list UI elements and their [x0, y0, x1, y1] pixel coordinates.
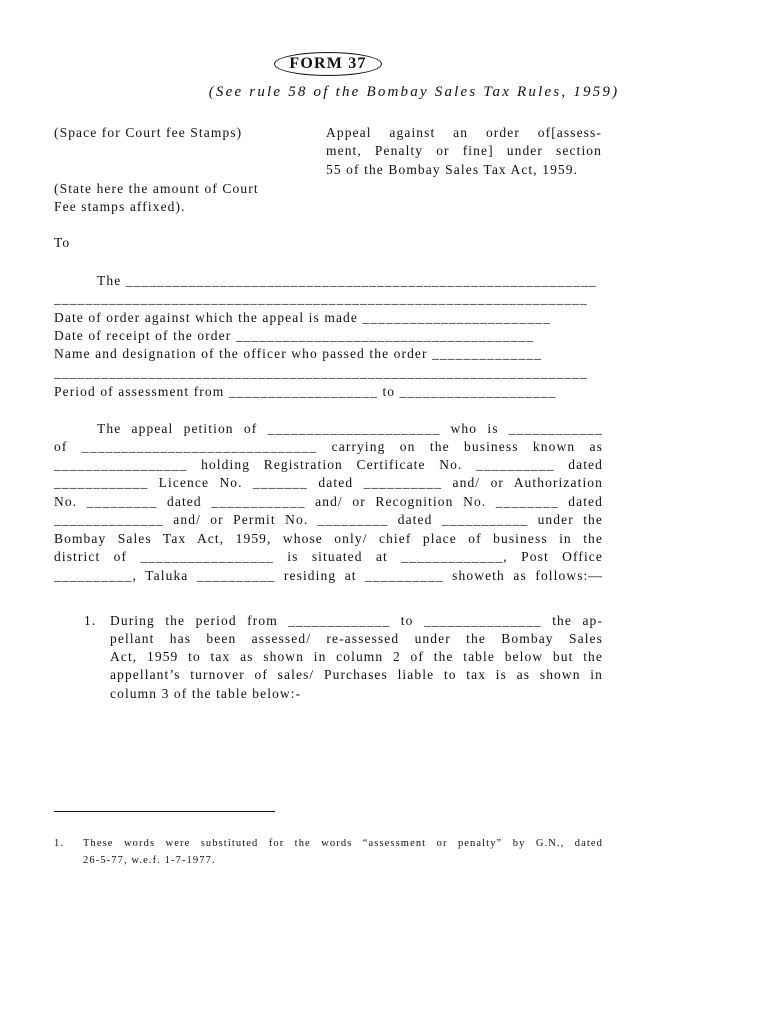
officer-blank-line: ____________________________________________________________________ — [54, 365, 588, 380]
to-label: To — [54, 235, 71, 250]
petition-line-2: of ______________________________ carrying on the business known as — [54, 439, 603, 454]
clause-number: 1. — [84, 613, 97, 628]
officer-name-field: Name and designation of the officer who passed the order ______________ — [54, 346, 542, 361]
petition-line-8: district of _________________ is situated at _____________, Post Office — [54, 549, 603, 564]
petition-line-4: ____________ Licence No. _______ dated __________ and/ or Authorization — [54, 475, 603, 490]
addressee-blank-line: ____________________________________________________________________ — [54, 291, 588, 306]
appeal-heading-line-1: Appeal against an order of[assess- — [326, 125, 602, 140]
state-amount-label-2: Fee stamps affixed). — [54, 199, 186, 214]
footnote-line-1: These words were substituted for the words “assessment or penalty” by G.N., dated — [83, 838, 603, 849]
petition-line-3: _________________ holding Registration Certificate No. __________ dated — [54, 457, 603, 472]
petition-line-5: No. _________ dated ____________ and/ or Recognition No. ________ dated — [54, 494, 603, 509]
footnote-divider — [54, 811, 275, 812]
clause-line-5: column 3 of the table below:- — [110, 686, 302, 701]
appeal-heading-line-2: ment, Penalty or fine] under section — [326, 143, 602, 158]
date-of-order-field: Date of order against which the appeal is made ________________________ — [54, 310, 551, 325]
clause-line-1: During the period from _____________ to _______________ the ap- — [110, 613, 603, 628]
court-fee-space-label: (Space for Court fee Stamps) — [54, 125, 243, 140]
date-of-receipt-field: Date of receipt of the order ______________________________________ — [54, 328, 535, 343]
period-of-assessment-field: Period of assessment from ___________________ to ____________________ — [54, 384, 557, 399]
petition-line-6: ______________ and/ or Permit No. _________ dated ___________ under the — [54, 512, 603, 527]
footnote-number: 1. — [54, 838, 65, 849]
state-amount-label-1: (State here the amount of Court — [54, 181, 259, 196]
form-subtitle: (See rule 58 of the Bombay Sales Tax Rules, 1959) — [208, 84, 620, 100]
clause-line-3: Act, 1959 to tax as shown in column 2 of the table below but the — [110, 649, 603, 664]
addressee-line: The ____________________________________________________________ — [97, 273, 597, 288]
petition-line-7: Bombay Sales Tax Act, 1959, whose only/ chief place of business in the — [54, 531, 603, 546]
petition-line-1: The appeal petition of ______________________ who is ____________ — [97, 421, 603, 436]
form-title: FORM 37 — [274, 52, 382, 76]
footnote-line-2: 26-5-77, w.e.f. 1-7-1977. — [83, 855, 216, 866]
clause-line-2: pellant has been assessed/ re-assessed under the Bombay Sales — [110, 631, 603, 646]
petition-line-9: __________, Taluka __________ residing at __________ showeth as follows:— — [54, 568, 603, 583]
clause-line-4: appellant’s turnover of sales/ Purchases liable to tax is as shown in — [110, 667, 603, 682]
appeal-heading-line-3: 55 of the Bombay Sales Tax Act, 1959. — [326, 162, 579, 177]
